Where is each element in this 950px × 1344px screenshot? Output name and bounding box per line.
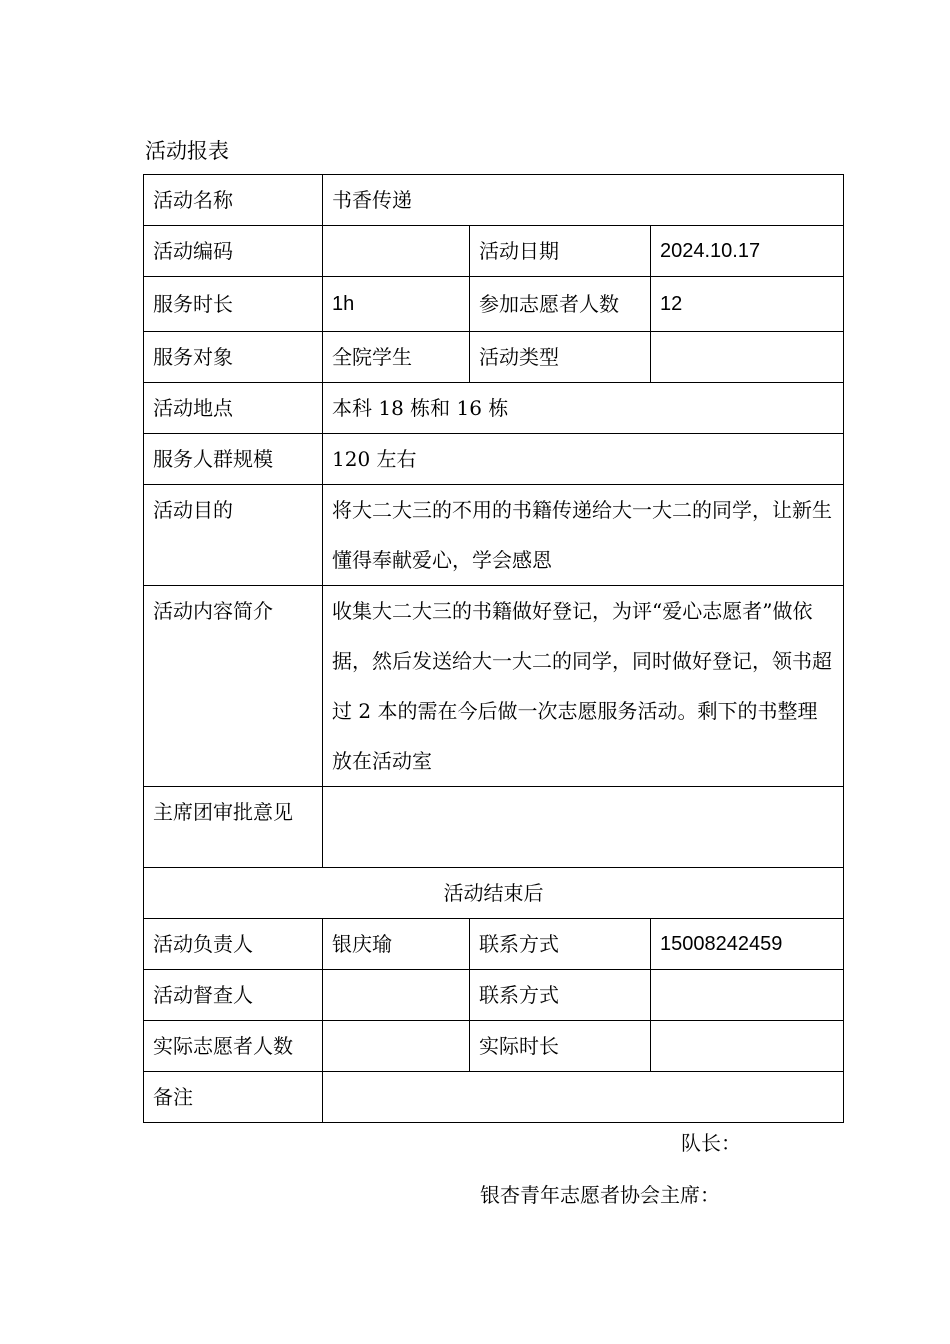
activity-type-value <box>651 332 844 383</box>
captain-signature-label: 队长： <box>681 1131 741 1155</box>
leader-value: 银庆瑜 <box>323 919 470 970</box>
location-label: 活动地点 <box>144 383 323 434</box>
content-label: 活动内容简介 <box>144 586 323 787</box>
row-activity-code <box>144 226 844 277</box>
row-remarks <box>144 1072 844 1123</box>
activity-name-value: 书香传递 <box>323 175 844 226</box>
row-location <box>144 383 844 434</box>
row-content <box>144 586 844 787</box>
actual-volunteers-label: 实际志愿者人数 <box>144 1021 323 1072</box>
chairman-signature-label: 银杏青年志愿者协会主席： <box>480 1183 720 1207</box>
activity-report-table <box>143 174 844 1123</box>
row-supervisor <box>144 970 844 1021</box>
purpose-label: 活动目的 <box>144 485 323 586</box>
leader-label: 活动负责人 <box>144 919 323 970</box>
row-service-duration <box>144 277 844 332</box>
scale-value: 120 左右 <box>323 434 844 485</box>
purpose-value: 将大二大三的不用的书籍传递给大一大二的同学，让新生懂得奉献爱心，学会感恩 <box>323 485 844 586</box>
service-duration-value: 1h <box>323 277 470 332</box>
supervisor-label: 活动督查人 <box>144 970 323 1021</box>
actual-duration-value <box>651 1021 844 1072</box>
volunteer-count-label: 参加志愿者人数 <box>470 277 651 332</box>
contact2-label: 联系方式 <box>470 970 651 1021</box>
activity-date-value: 2024.10.17 <box>651 226 844 277</box>
row-leader <box>144 919 844 970</box>
row-actual <box>144 1021 844 1072</box>
remarks-label: 备注 <box>144 1072 323 1123</box>
row-activity-name <box>144 175 844 226</box>
supervisor-value <box>323 970 470 1021</box>
activity-date-label: 活动日期 <box>470 226 651 277</box>
activity-code-value <box>323 226 470 277</box>
row-approval <box>144 787 844 868</box>
row-after-header <box>144 868 844 919</box>
remarks-value <box>323 1072 844 1123</box>
approval-value <box>323 787 844 868</box>
actual-volunteers-value <box>323 1021 470 1072</box>
content-value: 收集大二大三的书籍做好登记，为评“爱心志愿者”做依据，然后发送给大一大二的同学，同时做好登记，领书超过 2 本的需在今后做一次志愿服务活动。剩下的书整理放在活动室 <box>323 586 844 787</box>
row-purpose <box>144 485 844 586</box>
document-title: 活动报表 <box>145 139 229 163</box>
row-scale <box>144 434 844 485</box>
approval-label: 主席团审批意见 <box>144 787 323 868</box>
row-service-target <box>144 332 844 383</box>
activity-type-label: 活动类型 <box>470 332 651 383</box>
contact2-value <box>651 970 844 1021</box>
activity-name-label: 活动名称 <box>144 175 323 226</box>
contact1-value: 15008242459 <box>651 919 844 970</box>
location-value: 本科 18 栋和 16 栋 <box>323 383 844 434</box>
contact1-label: 联系方式 <box>470 919 651 970</box>
actual-duration-label: 实际时长 <box>470 1021 651 1072</box>
volunteer-count-value: 12 <box>651 277 844 332</box>
service-duration-label: 服务时长 <box>144 277 323 332</box>
service-target-label: 服务对象 <box>144 332 323 383</box>
scale-label: 服务人群规模 <box>144 434 323 485</box>
service-target-value: 全院学生 <box>323 332 470 383</box>
after-activity-header: 活动结束后 <box>144 868 844 919</box>
activity-code-label: 活动编码 <box>144 226 323 277</box>
